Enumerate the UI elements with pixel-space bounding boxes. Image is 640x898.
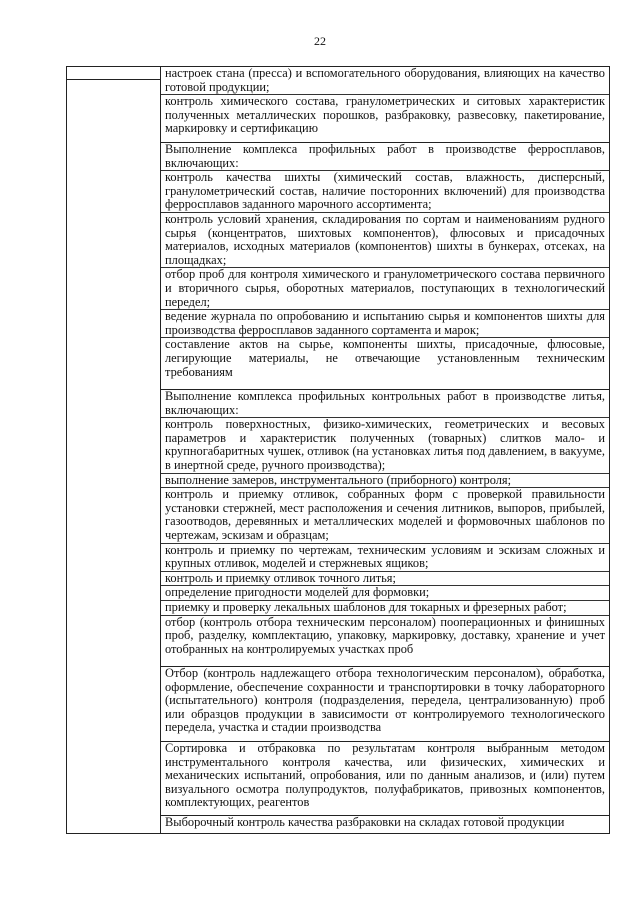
section-item: Выполнение комплекса профильных работ в производстве ферросплавов, включающих: <box>165 142 605 170</box>
section-s4 <box>161 667 609 742</box>
section-item: контроль и приемку по чертежам, техническим условиям и эскизам сложных и крупных отливок, моделей и стержневых ящиков; <box>161 543 609 571</box>
section-item: ведение журнала по опробованию и испытанию сырья и компонентов шихты для производства ферросплавов заданного сортамента и марок; <box>161 309 609 337</box>
section-item: выполнение замеров, инструментального (приборного) контроля; <box>161 473 609 488</box>
section-item: контроль поверхностных, физико-химических, геометрических и весовых параметров и характеристик полученных (товарных) слитков мало- и крупногабаритных чушек, отливок (на установках литья под давлением, в вакууме, в инертной среде, ручного производства); <box>161 417 609 472</box>
section-item: Отбор (контроль надлежащего отбора технологическим персоналом), обработка, оформление, обеспечение сохранности и транспортировки в точку лабораторного (испытательного) контроля (подразделения, передела, централизованную) проб или образцов продукции в зависимости от контролируемого технологического передела, участка и стадии производства <box>165 666 605 735</box>
page-number: 22 <box>314 34 326 48</box>
section-item: приемку и проверку лекальных шаблонов для токарных и фрезерных работ; <box>161 600 609 615</box>
section-s5 <box>161 742 609 816</box>
section-item: контроль качества шихты (химический состав, влажность, дисперсный, гранулометрический состав, наличие посторонних включений) для производства ферросплавов заданного марочного ассортимента; <box>161 170 609 212</box>
section-item: Выборочный контроль качества разбраковки на складах готовой продукции <box>165 815 565 829</box>
section-item: контроль условий хранения, складирования по сортам и наименованиям рудного сырья (концентратов, шихтовых компонентов), флюсовых и присадочных материалов, исходных материалов (компонентов) шихты в бункерах, отсеках, на площадках; <box>161 212 609 267</box>
section-item: Выполнение комплекса профильных контрольных работ в производстве литья, включающих: <box>165 389 605 417</box>
table-right-column <box>161 67 609 833</box>
left-column-rule <box>67 79 160 80</box>
section-s6 <box>161 816 609 834</box>
section-item: контроль и приемку отливок, собранных форм с проверкой правильности установки стержней, мест расположения и сечения литников, выпоров, прибылей, газоотводов, деревянных и металлических моделей и формовочных шаблонов по чертежам, эскизам и образцам; <box>161 487 609 542</box>
section-item: контроль и приемку отливок точного литья; <box>161 571 609 586</box>
section-s1 <box>161 67 609 143</box>
section-item: отбор (контроль отбора техническим персоналом) пооперационных и финишных проб, разделку, комплектацию, упаковку, маркировку, доставку, хранение и учет отобранных на контролируемых участках проб <box>161 615 609 657</box>
section-item: отбор проб для контроля химического и гранулометрического состава первичного и вторичного сырья, оборотных материалов, поступающих в технологический передел; <box>161 267 609 309</box>
section-item: контроль химического состава, гранулометрических и ситовых характеристик полученных металлических порошков, разбраковку, развесовку, пакетирование, маркировку и сертификацию <box>161 94 609 136</box>
section-s3 <box>161 390 609 667</box>
table-left-column <box>67 67 161 833</box>
section-item: определение пригодности моделей для формовки; <box>161 585 609 600</box>
section-item: настроек стана (пресса) и вспомогательного оборудования, влияющих на качество готовой продукции; <box>165 66 605 94</box>
section-item: Сортировка и отбраковка по результатам контроля выбранным методом инструментального контроля качества, или физических, химических и механических испытаний, опробования, или по данным анализов, и (или) путем визуального осмотра полупродуктов, полуфабрикатов, привозных компонентов, комплектующих, реагентов <box>165 741 605 810</box>
section-s2 <box>161 143 609 390</box>
section-item: составление актов на сырье, компоненты шихты, присадочные, флюсовые, легирующие материалы, не отвечающие установленным техническим требованиям <box>161 337 609 379</box>
functions-table <box>66 66 610 834</box>
